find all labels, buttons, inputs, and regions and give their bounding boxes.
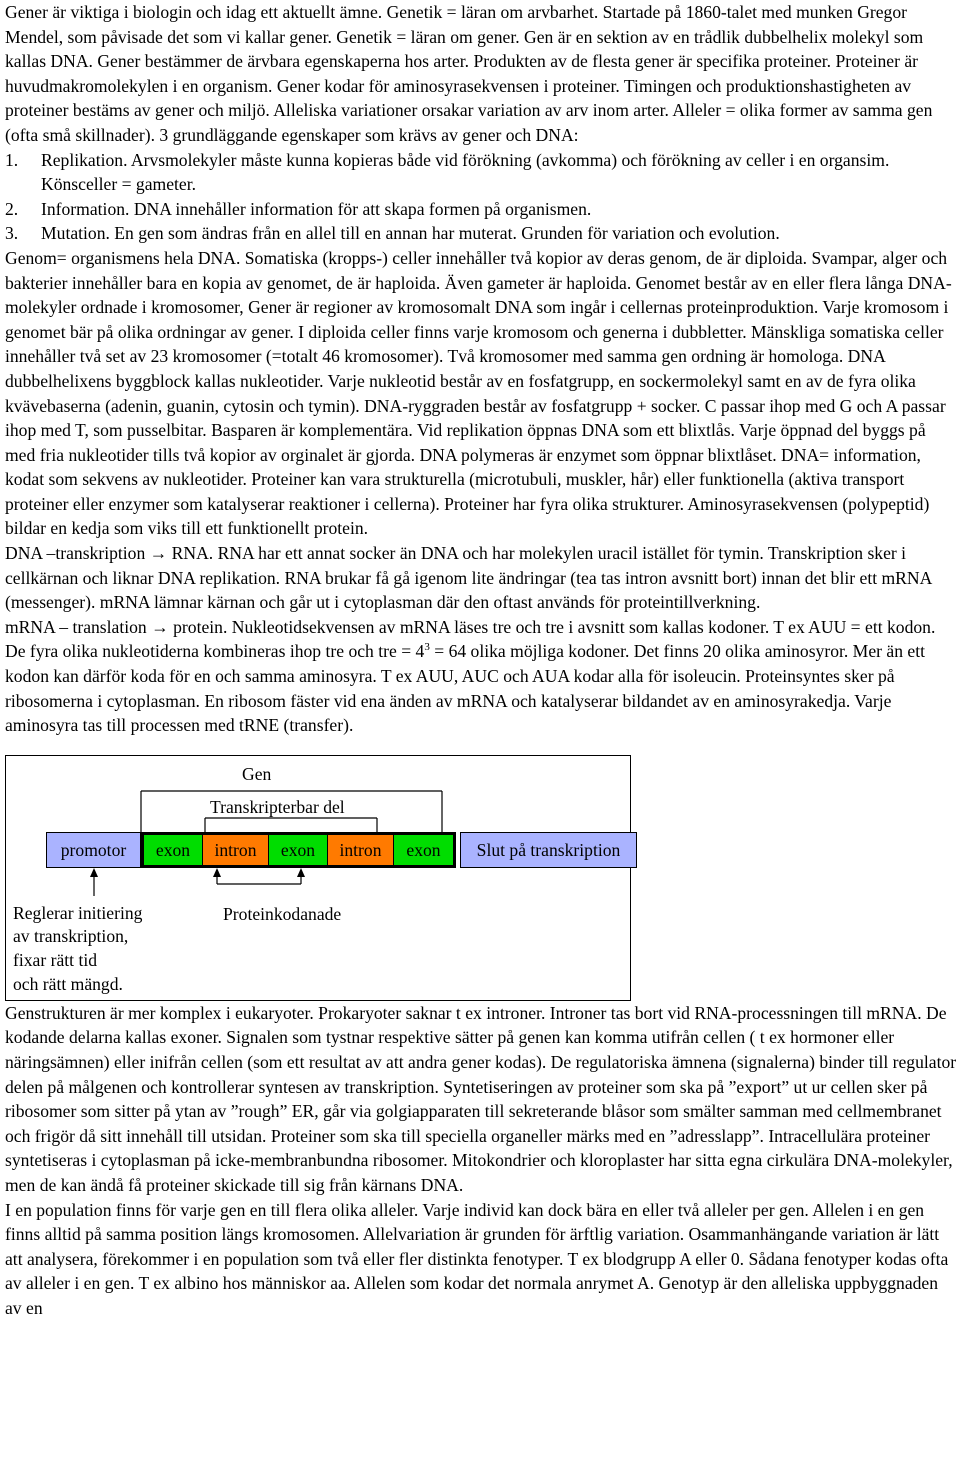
end-of-transcription-segment: Slut på transkription [460, 832, 637, 868]
intron-segment: intron [203, 835, 269, 865]
regulator-line: fixar rätt tid [13, 950, 98, 970]
transcribed-region [141, 832, 456, 868]
regulator-line: av transkription, [13, 926, 129, 947]
regulator-line: Reglerar initiering [13, 902, 143, 923]
list-text: Information. DNA innehåller information för att skapa formen på organismen. [41, 198, 592, 219]
exon-segment: exon [394, 835, 453, 865]
intro-paragraph: Gener är viktiga i biologin och idag ett aktuellt ämne. Genetik = läran om arvbarhet. Startade på 1860-talet med munken Gregor Mendel, som påvisade det som vi kallar gener. Genetik = läran om gener. Gen är en sektion av en trådlik dubbelhelix molekyl som kallas DNA. Gener bestämmer de ärvbara egenskaperna hos arter. Produkten av de flesta gener är specifika proteiner. Proteiner är huvudmakromolekylen i en organism. Gener kodar för aminosyrasekvensen i proteiner. Timingen och produktionshastigheten av proteiner bestäms av gener och miljö. Alleliska variationer orsakar variation av arv inom arter. Alleler = olika former av samma gen (ofta små skillnader). 3 grundläggande egenskaper som krävs av gener och DNA: [5, 2, 933, 145]
gene-structure-paragraph: Genstrukturen är mer komplex i eukaryoter. Prokaryoter saknar t ex introner. Introner tas bort vid RNA-processningen till mRNA. De kodande delarna kallas exoner. Signalen som tystnar respektive sätter på genen kan komma utifrån cellen ( t ex hormoner eller näringsämnen) eller inifrån cellen (som ett resultat av att andra gener kodas). De regulatoriska ämnena (signalerna) binder till regulator delen på målgenen och kontrollerar syntesen av transkription. Syntetiseringen av proteiner som ska på ”export” ut ur cellen sker på ribosomer som sitter på ytan av ”rough” ER, går via golgiapparaten till sekreterande blåsor som smälter samman med cellmembranet och frigör då sitt innehåll till utsidan. Proteiner som ska till speciella organeller märks med en ”adresslapp”. Intracellulära proteiner syntetiseras i cytoplasman på icke-membranbundna ribosomer. Mitokondrier och kloroplaster har sitta egna cirkulära DNA-molekyler, men de kan ändå få proteiner skickade till sig från kärnans DNA. [5, 1002, 957, 1195]
genome-paragraph: Genom= organismens hela DNA. Somatiska (kropps-) celler innehåller två kopior av deras genom, de är diploida. Svampar, alger och bakterier innehåller bara en kopia av genomet, de är haploida. Även gameter är haploida. Genomet består av en eller flera långa DNA-molekyler ordnade i kromosomer, Gener är regioner av kromosomalt DNA som ingår i cellernas proteinproduktion. Varje kromosom i genomet bär på olika ordningar av gener. I diploida celler finns varje kromosom och generna i dubbletter. Mänskliga somatiska celler innehåller två set av 23 kromosomer (=totalt 46 kromosomer). Två kromosomer med samma gen ordning är homologa. DNA dubbelhelixens byggblock kallas nukleotider. Varje nukleotid består av en fosfatgrupp, en sockermolekyl samt en av de fyra olika kvävebaserna (adenin, guanin, cytosin och tymin). DNA-ryggraden består av fosfatgrupp + socker. C passar ihop med G och A passar ihop med T, som pusselbitar. Basparen är komplementära. Vid replikation öppnas DNA som ett blixtlås. Varje öppnad del byggs på med fria nukleotider tills två kopior av orginalet är gjorda. DNA polymeras är enzymet som öppnar blixtlåset. DNA= information, kodat som sekvens av nukleotider. Proteiner kan vara strukturella (microtubuli, muskler, hår) eller funktionella (aktiva transport proteiner eller enzymer som katalyserar reaktioner i cellerna). Proteiner har fyra olika strukturer. Aminosyrasekvensen (polypeptid) bildar en kedja som viks till ett funktionellt protein. [5, 247, 952, 539]
list-item [5, 197, 957, 222]
population-paragraph: I en population finns för varje gen en till flera olika alleler. Varje individ kan dock bära en eller två alleler per gen. Allelen i en gen finns alltid på samma position längs kromosomen. Allelvariation är grunden för ärftlig variation. Osammanhängande variation är lätt att analysera, förekommer i en population som två eller fler distinkta fenotyper. T ex blodgrupp A eller 0. Sådana fenotyper kodas ofta av alleler i en gen. T ex albino hos människor aa. Allelen som kodar det normala anrymet A. Genotyp är den alleliska uppbyggnaden av en [5, 1199, 949, 1318]
list-number: 1. [5, 149, 19, 170]
promotor-segment: promotor [46, 832, 141, 868]
exon-segment: exon [269, 835, 328, 865]
regulator-description [13, 902, 142, 996]
translation-paragraph [5, 615, 957, 738]
document-page [5, 0, 957, 1321]
list-text: Mutation. En gen som ändras från en allel till en annan har muterat. Grunden för variation och evolution. [41, 223, 780, 244]
protein-arrowhead-2 [297, 868, 305, 877]
protein-arrowhead-1 [213, 868, 221, 877]
exponent: 3 [424, 641, 430, 654]
translation-text-start: mRNA – translation → protein. Nukleotidsekvensen av mRNA läses tre och tre i avsnitt som kallas kodoner. T ex AUU = ett kodon. De fyra olika nukleotiderna kombineras ihop tre och tre = 4 [5, 616, 936, 662]
list-item [5, 148, 957, 197]
list-item [5, 221, 957, 246]
exon-segment: exon [144, 835, 203, 865]
regulator-line: och rätt mängd. [13, 973, 123, 994]
gene-label: Gen [242, 763, 272, 784]
gene-structure-diagram [5, 755, 631, 1001]
list-number: 3. [5, 223, 19, 244]
transcribable-label: Transkripterbar del [210, 796, 345, 817]
regulator-arrowhead [90, 868, 98, 877]
property-list [5, 148, 957, 246]
transcription-paragraph: DNA –transkription → RNA. RNA har ett annat socker än DNA och har molekylen uracil istället för tymin. Transkription sker i cellkärnan och liknar DNA replikation. RNA brukar få gå igenom lite ändringar (tea tas intron avsnitt bort) innan det blir ett mRNA (messenger). mRNA lämnar kärnan och går ut i cytoplasman där den oftast används för proteintillverkning. [5, 543, 932, 613]
list-number: 2. [5, 198, 19, 219]
protein-coding-label: Proteinkodanade [223, 903, 342, 924]
translation-text-end: = 64 olika möjliga kodoner. Det finns 20 olika aminosyror. Mer än ett kodon kan därför koda för en och samma aminosyra. T ex AUU, AUC och AUA kodar alla för isoleucin. Proteinsyntes sker på ribosomerna i cytoplasman. En ribosom fäster vid ena änden av mRNA och katalyserar bildandet av en aminosyrakedja. Varje aminosyra tas till processen med tRNE (transfer). [5, 641, 925, 736]
intron-segment: intron [328, 835, 394, 865]
gene-segments [46, 832, 637, 868]
list-text: Replikation. Arvsmolekyler måste kunna kopieras både vid förökning (avkomma) och förökning av celler i en organsim. Könsceller = gameter. [41, 149, 890, 195]
